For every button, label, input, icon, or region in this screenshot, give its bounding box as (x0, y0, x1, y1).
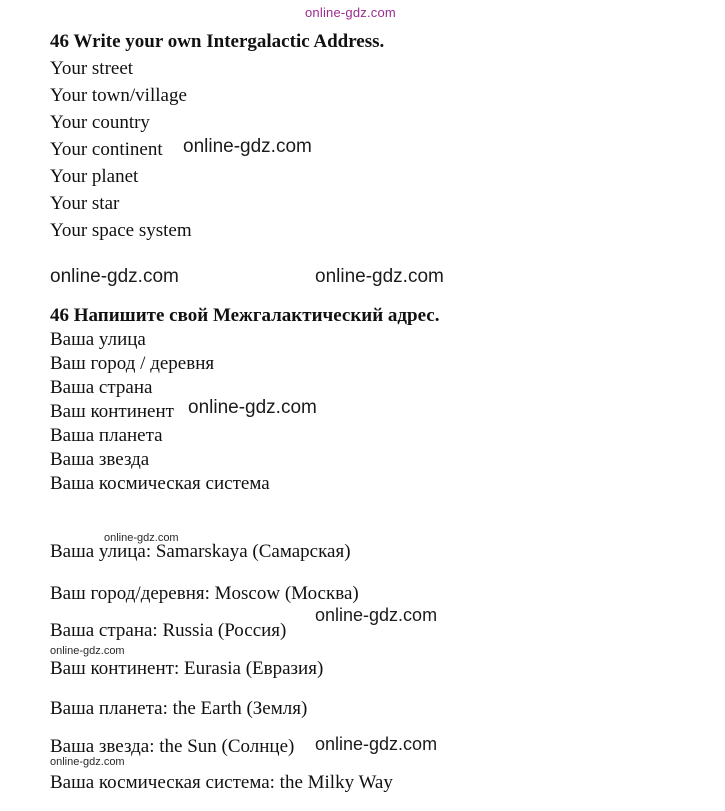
exercise-ru-line-2: Ваш город / деревня (50, 353, 215, 374)
exercise-ru-line-3: Ваша страна (50, 377, 153, 398)
exercise-ru-line-1: Ваша улица (50, 329, 146, 350)
watermark-8: online-gdz.com (50, 645, 125, 657)
exercise-en-line-3: Your country (50, 112, 150, 133)
exercise-ru-title: Напишите свой Межгалактический адрес. (73, 305, 440, 326)
answer-1: Ваша улица: Samarskaya (Самарская) (50, 541, 351, 562)
watermark-4: online-gdz.com (315, 266, 444, 287)
exercise-en-line-4: Your continent (50, 139, 163, 160)
answer-3: Ваша страна: Russia (Россия) (50, 620, 287, 641)
watermark-10: online-gdz.com (50, 756, 125, 768)
watermark-top: online-gdz.com (305, 5, 396, 20)
watermark-9: online-gdz.com (315, 734, 438, 754)
exercise-en-line-6: Your star (50, 193, 120, 214)
answer-5: Ваша планета: the Earth (Земля) (50, 698, 308, 719)
exercise-en-heading (50, 31, 384, 53)
answer-2: Ваш город/деревня: Moscow (Москва) (50, 583, 359, 604)
exercise-ru-number: 46 (50, 305, 69, 326)
watermark-3: online-gdz.com (50, 266, 179, 287)
answer-4: Ваш континент: Eurasia (Евразия) (50, 658, 324, 679)
watermark-5: online-gdz.com (188, 397, 317, 418)
watermark-7: online-gdz.com (315, 605, 438, 625)
watermark-2: online-gdz.com (183, 136, 312, 157)
answer-6: Ваша звезда: the Sun (Солнце) (50, 736, 295, 757)
exercise-en-number: 46 (50, 31, 69, 52)
exercise-en-line-7: Your space system (50, 220, 192, 241)
exercise-ru-line-6: Ваша звезда (50, 449, 150, 470)
exercise-ru-heading (50, 305, 439, 327)
exercise-ru-line-4: Ваш континент (50, 401, 174, 422)
exercise-en-line-1: Your street (50, 58, 134, 79)
exercise-ru-line-7: Ваша космическая система (50, 473, 270, 494)
exercise-en-line-5: Your planet (50, 166, 139, 187)
exercise-en-line-2: Your town/village (50, 85, 187, 106)
exercise-en-title: Write your own Intergalactic Address. (73, 31, 385, 52)
watermark-6: online-gdz.com (104, 532, 179, 544)
answer-7: Ваша космическая система: the Milky Way (50, 772, 393, 793)
exercise-ru-line-5: Ваша планета (50, 425, 163, 446)
